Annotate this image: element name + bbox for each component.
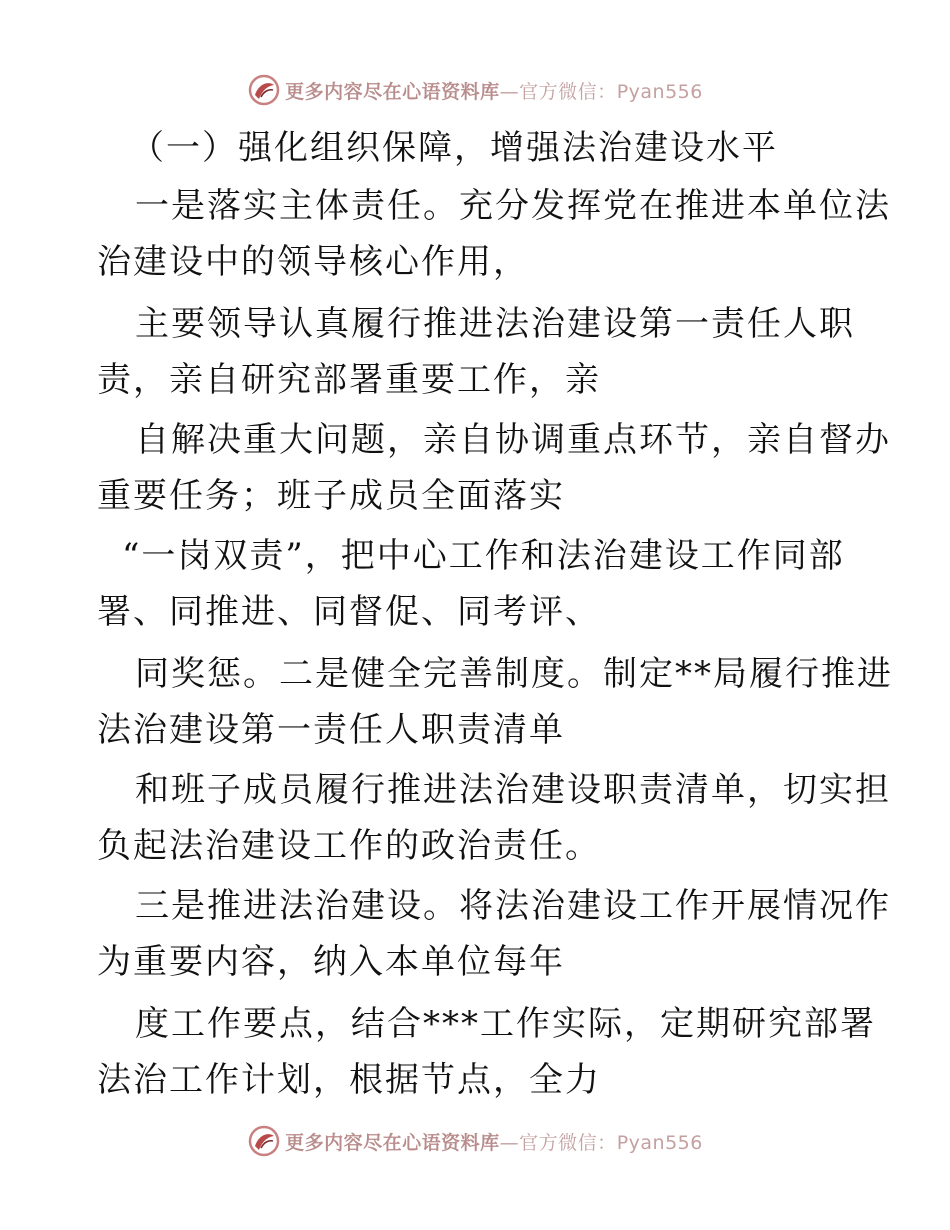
paragraph-line: 责，亲自研究部署重要工作，亲 bbox=[97, 360, 601, 400]
paragraph-line: 治建设中的领导核心作用， bbox=[97, 242, 529, 282]
paragraph-line: 自解决重大问题，亲自协调重点环节，亲自督办 bbox=[135, 420, 891, 460]
paragraph-line: 为重要内容，纳入本单位每年 bbox=[97, 942, 565, 982]
paragraph-line: “一岗双责”，把中心工作和法治建设工作同部 bbox=[122, 536, 845, 576]
paragraph-line: 三是推进法治建设。将法治建设工作开展情况作 bbox=[135, 886, 891, 926]
paragraph-line: 度工作要点，结合***工作实际，定期研究部署 bbox=[135, 1004, 876, 1044]
paragraph-line: 重要任务；班子成员全面落实 bbox=[97, 476, 565, 516]
watermark-contact-id: Pyan556 bbox=[616, 1131, 703, 1154]
leaf-swirl-icon bbox=[247, 1124, 281, 1158]
paragraph-line: 一是落实主体责任。充分发挥党在推进本单位法 bbox=[135, 186, 891, 226]
paragraph-line: 同奖惩。二是健全完善制度。制定**局履行推进 bbox=[135, 654, 893, 694]
watermark-contact-id: Pyan556 bbox=[616, 80, 703, 103]
watermark-separator: — bbox=[499, 80, 520, 103]
paragraph-line: 法治工作计划，根据节点，全力 bbox=[97, 1060, 601, 1100]
watermark-separator: — bbox=[499, 1131, 520, 1154]
watermark-site: 更多内容尽在心语资料库 bbox=[285, 80, 500, 103]
paragraph-line: 署、同推进、同督促、同考评、 bbox=[97, 592, 601, 632]
paragraph-line: 法治建设第一责任人职责清单 bbox=[97, 710, 565, 750]
watermark-contact-label: 官方微信： bbox=[519, 80, 617, 103]
leaf-swirl-icon bbox=[247, 73, 281, 107]
paragraph-line: 负起法治建设工作的政治责任。 bbox=[97, 826, 601, 866]
watermark-site: 更多内容尽在心语资料库 bbox=[285, 1131, 500, 1154]
section-heading: （一）强化组织保障，增强法治建设水平 bbox=[130, 128, 778, 168]
paragraph-line: 和班子成员履行推进法治建设职责清单，切实担 bbox=[135, 770, 891, 810]
header-watermark bbox=[0, 70, 950, 110]
paragraph-line: 主要领导认真履行推进法治建设第一责任人职 bbox=[135, 304, 855, 344]
watermark-contact-label: 官方微信： bbox=[519, 1131, 617, 1154]
footer-watermark bbox=[0, 1121, 950, 1161]
